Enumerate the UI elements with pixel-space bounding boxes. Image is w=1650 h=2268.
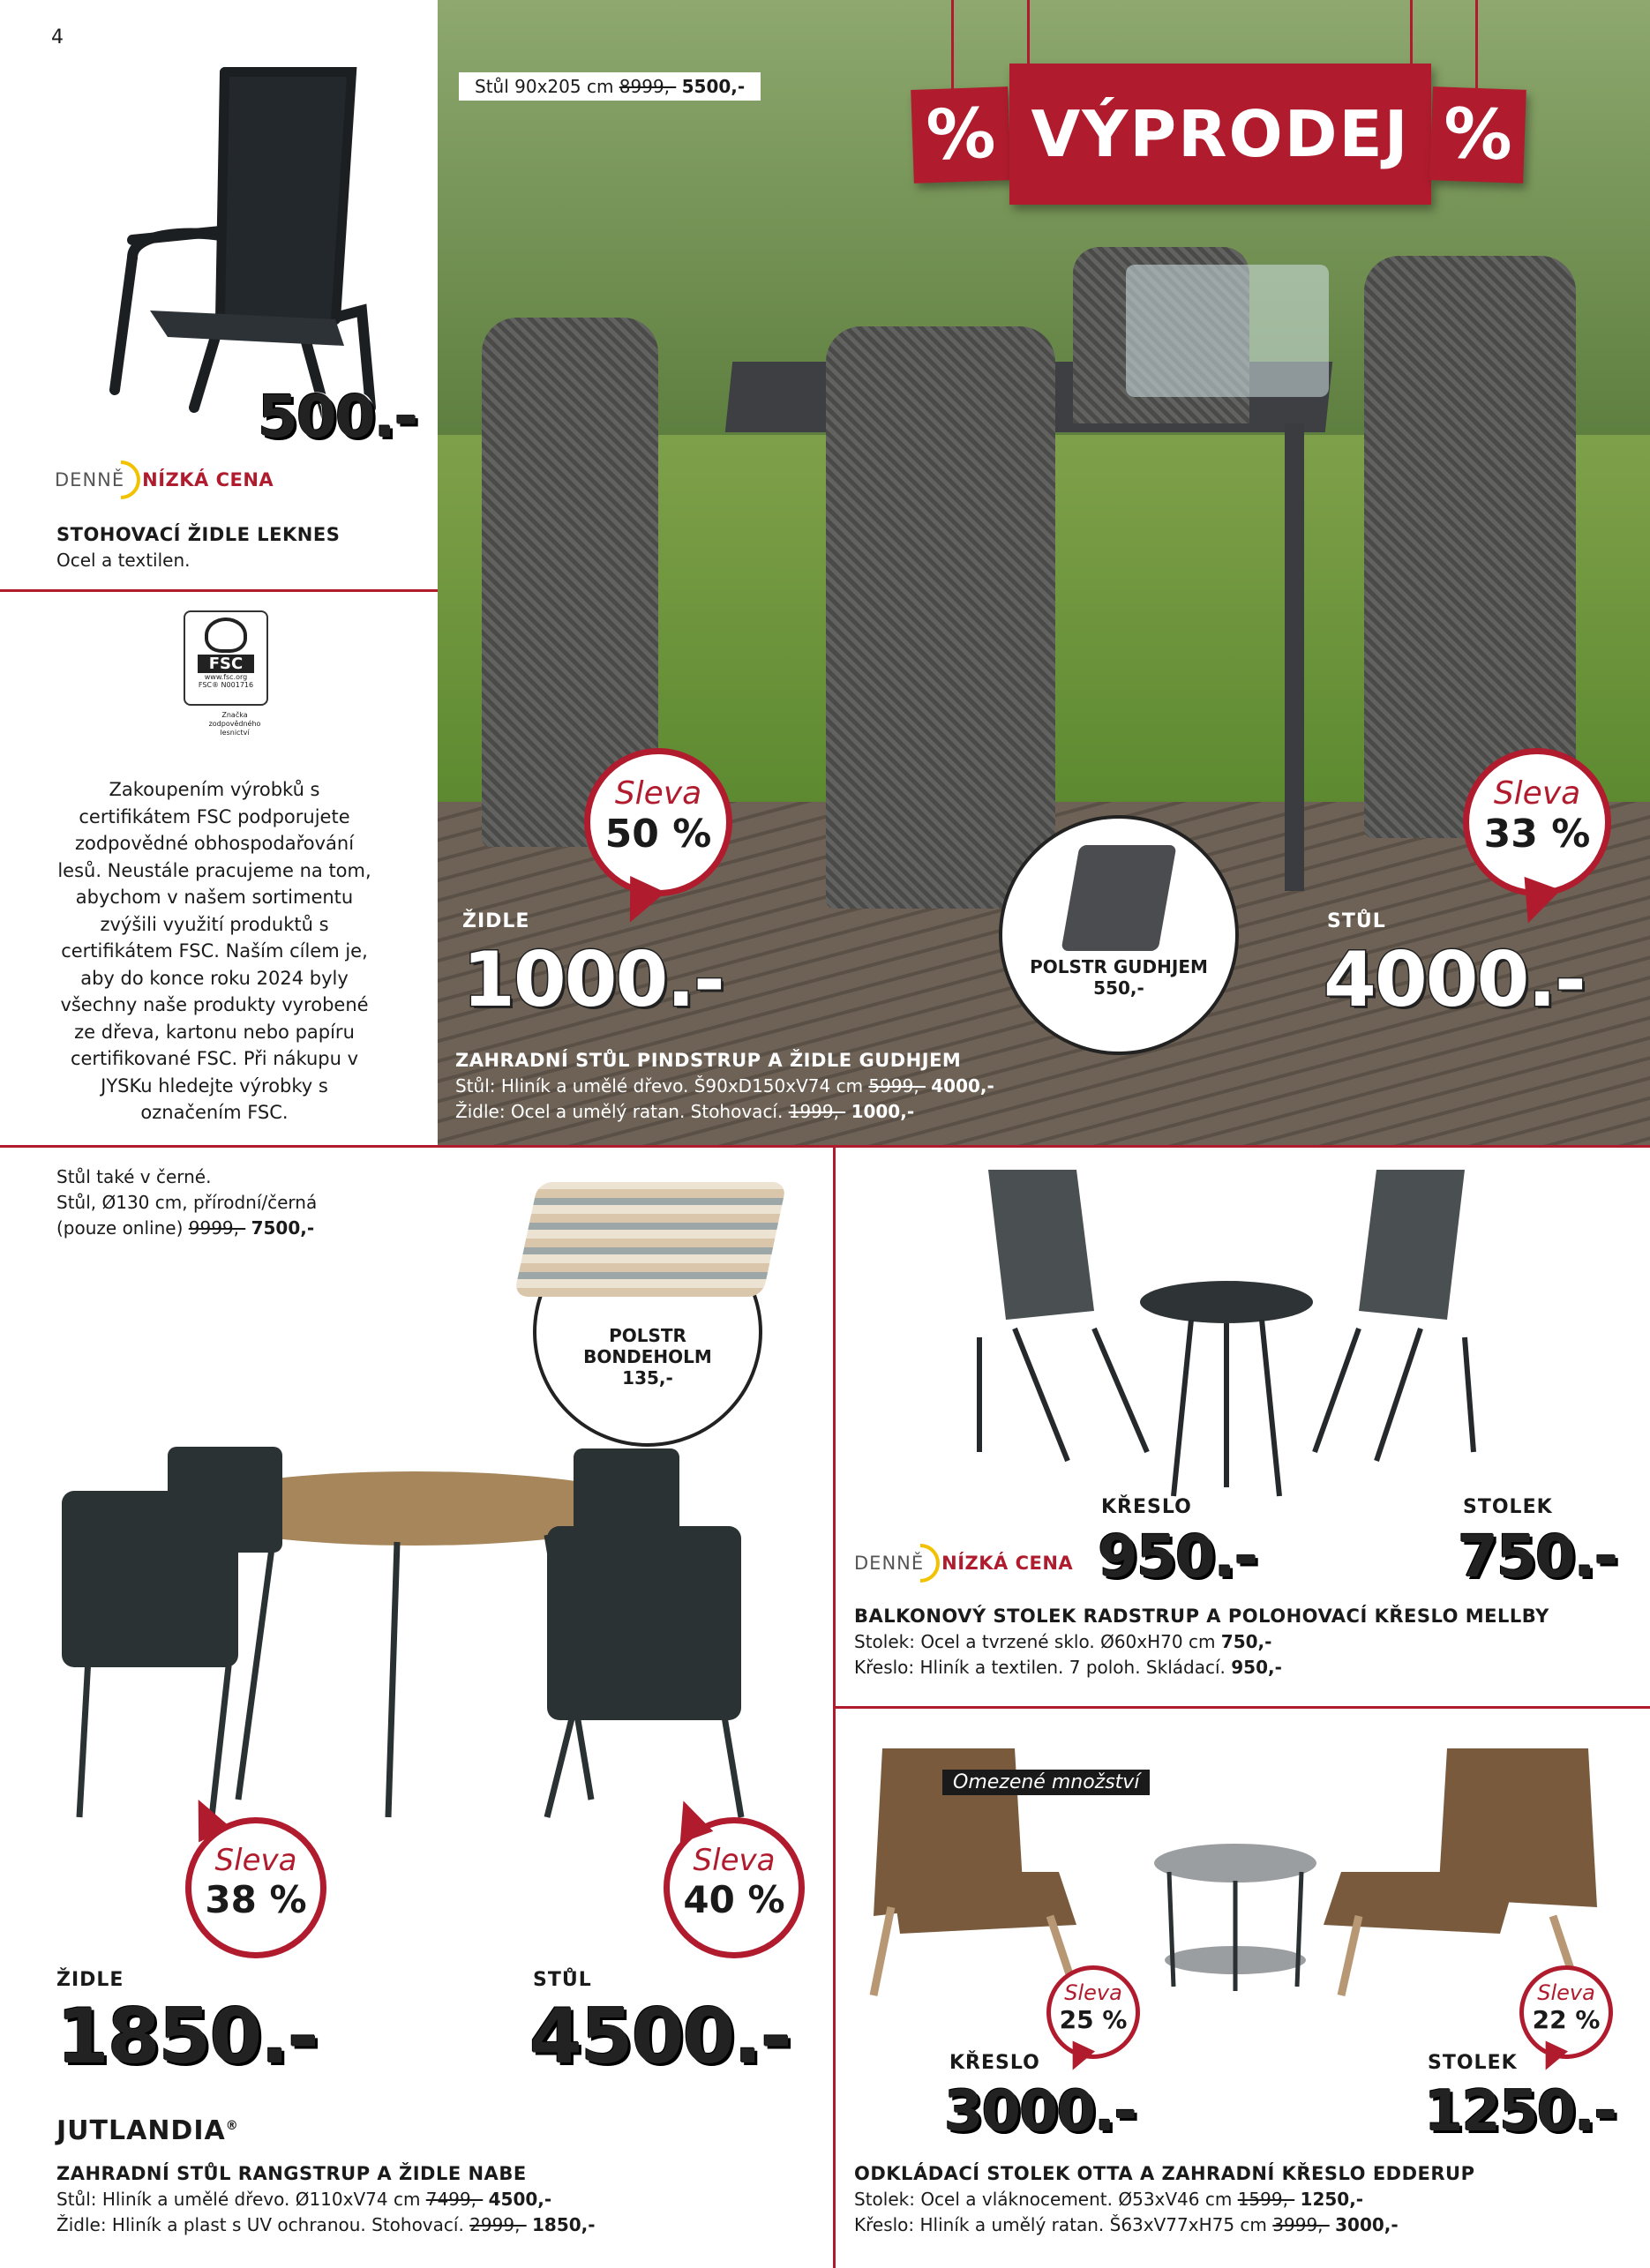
otta-chair-price: 3000.- xyxy=(944,2079,1136,2144)
radstrup-line2-new: 950,- xyxy=(1231,1657,1282,1678)
hero-table-note-new: 5500,- xyxy=(681,76,746,97)
rangstrup-line2-old: 2999,- xyxy=(469,2214,527,2235)
otta-table-price: 1250.- xyxy=(1424,2079,1616,2144)
jutlandia-brand-name: JUTLANDIA xyxy=(56,2115,226,2146)
hero-chair-sale-word: Sleva xyxy=(614,775,702,812)
hero-table-sale-pct: 33 % xyxy=(1483,812,1591,857)
rangstrup-table-label: STŮL xyxy=(533,1969,592,1991)
otta-line2-old: 3999,- xyxy=(1272,2214,1330,2235)
leknes-title: STOHOVACÍ ŽIDLE LEKNES xyxy=(56,524,341,545)
hero-table-note xyxy=(459,72,761,101)
hero-chair-center xyxy=(826,326,1055,909)
otta-line1-prefix: Stolek: Ocel a vláknocement. Ø53xV46 cm xyxy=(854,2189,1233,2210)
cushion-gudhjem-name: POLSTR GUDHJEM xyxy=(1030,956,1208,977)
cushion-gudhjem-badge xyxy=(999,815,1239,1055)
rangstrup-line2 xyxy=(56,2212,596,2238)
fsc-logo-text: FSC xyxy=(198,655,254,673)
fsc-tree-check-icon xyxy=(205,618,247,653)
leknes-price: 500.- xyxy=(258,383,417,451)
radstrup-chair-price: 950.- xyxy=(1098,1523,1257,1591)
daily-low-price-logo-2 xyxy=(854,1544,1073,1583)
cushion-bondeholm-line2: BONDEHOLM xyxy=(583,1346,712,1367)
otta-line2 xyxy=(854,2212,1475,2238)
daily-low-price-part1: DENNĚ xyxy=(55,469,125,490)
leknes-chair-image xyxy=(97,55,379,425)
hero-line2-old: 1999,- xyxy=(788,1101,846,1122)
otta-chair-sale-bubble xyxy=(1046,1965,1140,2059)
hero-line2-new: 1000,- xyxy=(851,1101,915,1122)
rangstrup-note3-old: 9999,- xyxy=(188,1217,246,1239)
rangstrup-title: ZAHRADNÍ STŮL RANGSTRUP A ŽIDLE NABE xyxy=(56,2163,527,2184)
rangstrup-line1-prefix: Stůl: Hliník a umělé dřevo. Ø110xV74 cm xyxy=(56,2189,421,2210)
sale-banner: VÝPRODEJ xyxy=(1009,64,1431,205)
fsc-small: Značka zodpovědného lesnictví xyxy=(208,711,261,737)
rangstrup-table-sale-pct: 40 % xyxy=(683,1878,785,1921)
rangstrup-table-price: 4500.- xyxy=(529,1993,791,2081)
radstrup-chair-label: KŘESLO xyxy=(1101,1496,1192,1518)
otta-caption xyxy=(854,2161,1475,2238)
radstrup-line2 xyxy=(854,1655,1549,1680)
rangstrup-chair-sale-word: Sleva xyxy=(214,1843,297,1878)
hero-chair-sale-bubble xyxy=(584,748,732,896)
divider-leknes xyxy=(0,589,438,592)
hero-chair-label: ŽIDLE xyxy=(462,910,530,932)
radstrup-line1-new: 750,- xyxy=(1220,1631,1272,1652)
otta-table-sale-word: Sleva xyxy=(1537,1980,1595,2005)
hero-chair-sale-pct: 50 % xyxy=(604,812,712,857)
otta-chair-label: KŘESLO xyxy=(949,2052,1040,2074)
rangstrup-note1: Stůl také v černé. xyxy=(56,1166,212,1187)
hero-line2 xyxy=(455,1099,994,1125)
otta-line1-old: 1599,- xyxy=(1237,2189,1295,2210)
hero-chair-price: 1000.- xyxy=(462,936,724,1024)
otta-line2-prefix: Křeslo: Hliník a umělý ratan. Š63xV77xH75 cm xyxy=(854,2214,1267,2235)
daily-low-price-logo xyxy=(55,460,274,499)
cushion-bondeholm-line1: POLSTR xyxy=(609,1325,686,1346)
rangstrup-set-image xyxy=(53,1438,812,1826)
hero-table-sale-bubble xyxy=(1463,748,1611,896)
rangstrup-note3-new: 7500,- xyxy=(251,1217,315,1239)
daily-low-price-part2: NÍZKÁ CENA xyxy=(142,469,274,490)
hero-table-note-old: 8999,- xyxy=(619,76,677,97)
hero-line1-new: 4000,- xyxy=(931,1075,994,1097)
sale-banner-pct-left: % xyxy=(911,86,1011,183)
rangstrup-notes xyxy=(56,1164,317,1241)
divider-right-middle xyxy=(833,1706,1650,1709)
otta-line2-new: 3000,- xyxy=(1335,2214,1399,2235)
otta-table-sale-pct: 22 % xyxy=(1532,2005,1601,2034)
radstrup-line2-prefix: Křeslo: Hliník a textilen. 7 poloh. Skládací. xyxy=(854,1657,1226,1678)
rangstrup-line1 xyxy=(56,2187,596,2212)
otta-title: ODKLÁDACÍ STOLEK OTTA A ZAHRADNÍ KŘESLO EDDERUP xyxy=(854,2163,1475,2184)
hero-table-label: STŮL xyxy=(1327,910,1386,932)
rangstrup-table-sale-word: Sleva xyxy=(693,1843,776,1878)
swoosh-icon-2 xyxy=(920,1544,940,1583)
hero-line2-prefix: Židle: Ocel a umělý ratan. Stohovací. xyxy=(455,1101,784,1122)
radstrup-table-price: 750.- xyxy=(1458,1523,1617,1591)
daily-low-price-part1-2: DENNĚ xyxy=(854,1553,925,1574)
radstrup-title: BALKONOVÝ STOLEK RADSTRUP A POLOHOVACÍ KŘESLO MELLBY xyxy=(854,1606,1549,1627)
hero-table-note-prefix: Stůl 90x205 cm xyxy=(475,76,614,97)
rangstrup-chair-label: ŽIDLE xyxy=(56,1969,124,1991)
otta-table-label: STOLEK xyxy=(1428,2052,1518,2074)
otta-line1 xyxy=(854,2187,1475,2212)
hero-line1-prefix: Stůl: Hliník a umělé dřevo. Š90xD150xV74 cm xyxy=(455,1075,864,1097)
rangstrup-chair-sale-pct: 38 % xyxy=(205,1878,307,1921)
daily-low-price-part2-2: NÍZKÁ CENA xyxy=(941,1553,1074,1574)
radstrup-set-image xyxy=(962,1161,1509,1514)
rangstrup-chair-price: 1850.- xyxy=(56,1993,318,2081)
hero-table-price: 4000.- xyxy=(1324,936,1585,1024)
sale-banner-pct-right: % xyxy=(1429,86,1526,183)
radstrup-line1-prefix: Stolek: Ocel a tvrzené sklo. Ø60xH70 cm xyxy=(854,1631,1216,1652)
rangstrup-line1-old: 7499,- xyxy=(425,2189,484,2210)
hero-line1-old: 5999,- xyxy=(868,1075,926,1097)
cushion-bondeholm-price: 135,- xyxy=(622,1367,673,1388)
hero-caption xyxy=(455,1048,994,1125)
otta-chair-sale-word: Sleva xyxy=(1064,1980,1122,2005)
leknes-desc: Ocel a textilen. xyxy=(56,550,191,571)
otta-line1-new: 1250,- xyxy=(1300,2189,1364,2210)
jutlandia-brand-mark: ® xyxy=(225,2119,239,2133)
jutlandia-brand xyxy=(56,2115,239,2146)
otta-limited-label: Omezené množství xyxy=(942,1770,1150,1795)
cushion-bondeholm-image xyxy=(514,1182,787,1297)
rangstrup-note3 xyxy=(56,1216,317,1241)
hero-table-sale-word: Sleva xyxy=(1493,775,1581,812)
hero-line1 xyxy=(455,1074,994,1099)
hero-title: ZAHRADNÍ STŮL PINDSTRUP A ŽIDLE GUDHJEM xyxy=(455,1050,962,1071)
swoosh-icon xyxy=(121,460,140,499)
rangstrup-note3-prefix: (pouze online) xyxy=(56,1217,184,1239)
otta-table-sale-bubble xyxy=(1519,1965,1613,2059)
divider-hero xyxy=(0,1145,1650,1148)
rangstrup-line1-new: 4500,- xyxy=(488,2189,552,2210)
fsc-site: www.fsc.org xyxy=(204,673,248,681)
rangstrup-line2-prefix: Židle: Hliník a plast s UV ochranou. Stohovací. xyxy=(56,2214,464,2235)
page-number: 4 xyxy=(51,26,64,49)
rangstrup-line2-new: 1850,- xyxy=(532,2214,596,2235)
hero-glassware xyxy=(1126,265,1329,397)
radstrup-table-label: STOLEK xyxy=(1463,1496,1553,1518)
rangstrup-caption xyxy=(56,2161,596,2238)
fsc-logo xyxy=(184,610,268,706)
cushion-gudhjem-image xyxy=(1061,845,1176,951)
fsc-text: Zakoupením výrobků s certifikátem FSC podporujete zodpovědné obhospodařování lesů. Neustále pracujeme na tom, abychom v našem sortimentu zvýšili využití produktů s certifikátem FSC. Naším cílem je, aby do konce roku 2024 byly všechny naše produkty vyrobené ze dřeva, kartonu nebo papíru certifikované FSC. Při nákupu v JYSKu hledejte výrobky s označením FSC. xyxy=(57,779,371,1123)
otta-chair-sale-pct: 25 % xyxy=(1059,2005,1128,2034)
cushion-gudhjem-price: 550,- xyxy=(1093,977,1144,999)
radstrup-caption xyxy=(854,1604,1549,1680)
radstrup-line1 xyxy=(854,1629,1549,1655)
fsc-code: FSC® N001716 xyxy=(198,681,254,689)
rangstrup-note2: Stůl, Ø130 cm, přírodní/černá xyxy=(56,1192,318,1213)
